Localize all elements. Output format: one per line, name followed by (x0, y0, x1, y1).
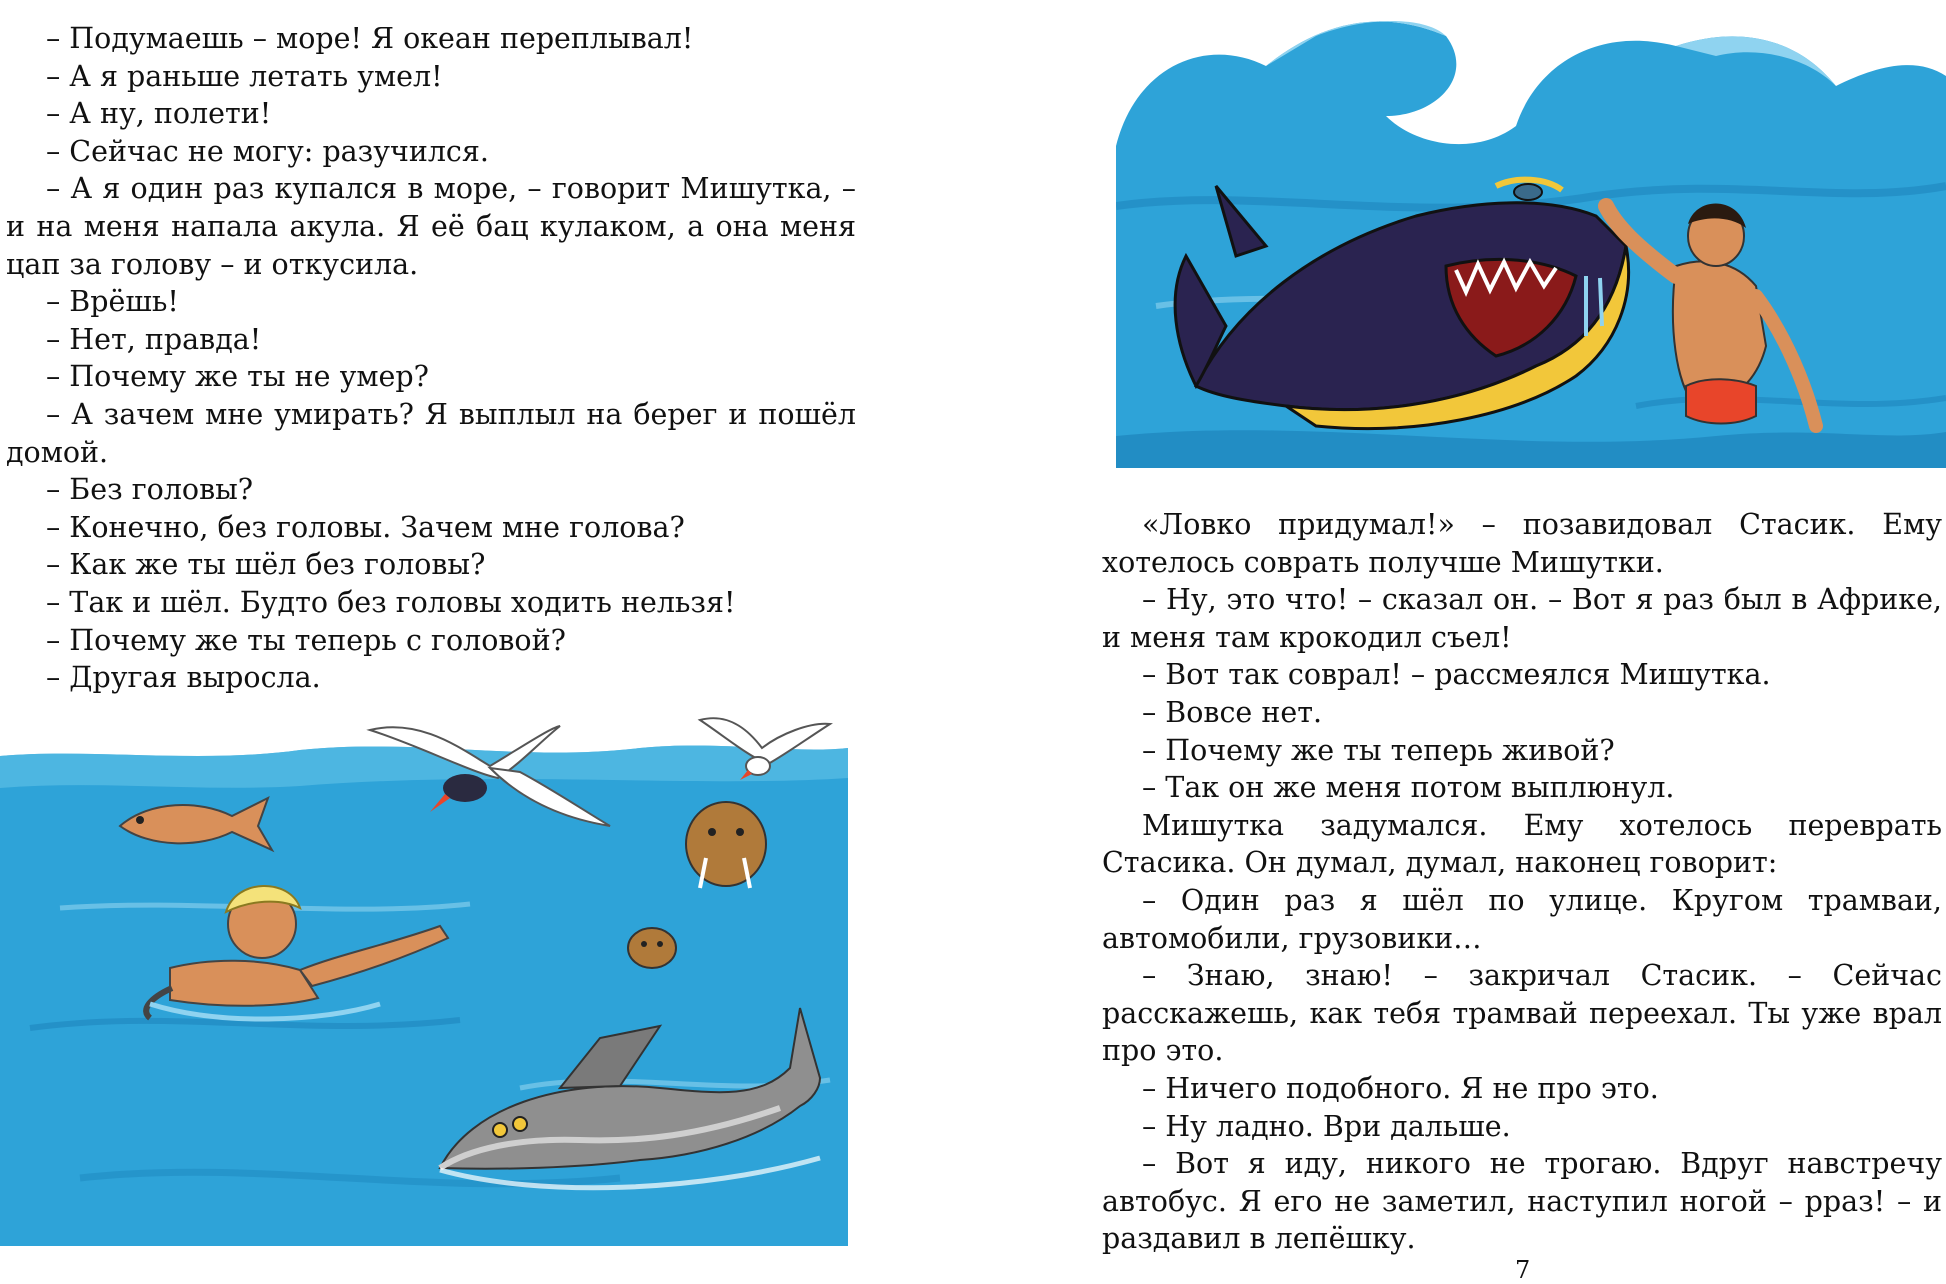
paragraph: – Как же ты шёл без головы? (46, 548, 486, 582)
paragraph: – Конечно, без головы. Зачем мне голова? (46, 510, 685, 544)
paragraph: – Подумаешь – море! Я океан переплывал! (46, 22, 694, 55)
paragraph: – Без головы? (46, 473, 254, 507)
paragraph: – Другая выросла. (46, 661, 321, 695)
seal-icon (628, 928, 676, 968)
paragraph: – Почему же ты теперь с головой? (46, 623, 566, 657)
paragraph: – Вот я иду, никого не трогаю. Вдруг навстречу автобус. Я его не заметил, наступил ногой – рраз! – и раздавил в лепёшку. (1102, 1147, 1942, 1256)
paragraph: – Так и шёл. Будто без головы ходить нельзя! (46, 585, 736, 619)
left-page-text (6, 20, 856, 697)
paragraph: – Сейчас не могу: разучился. (46, 134, 489, 168)
paragraph: – Нет, правда! (46, 322, 262, 356)
paragraph: – Ну, это что! – сказал он. – Вот я раз был в Африке, и меня там крокодил съел! (1102, 583, 1942, 654)
paragraph: – Вот так соврал! – рассмеялся Мишутка. (1142, 658, 1771, 692)
shark-scene-image (1116, 6, 1946, 468)
paragraph: – Почему же ты теперь живой? (1142, 733, 1615, 767)
right-page-text (1102, 506, 1942, 1258)
paragraph: – А ну, полети! (46, 97, 272, 131)
paragraph: – А я раньше летать умел! (46, 59, 443, 93)
paragraph: – А зачем мне умирать? Я выплыл на берег и пошёл домой. (6, 397, 856, 469)
sea-scene-image (0, 708, 848, 1246)
paragraph: – Вовсе нет. (1142, 695, 1323, 729)
paragraph: – Ну ладно. Ври дальше. (1142, 1109, 1511, 1143)
paragraph: – Ничего подобного. Я не про это. (1142, 1071, 1659, 1105)
page-number: 7 (1515, 1256, 1531, 1284)
shark-illustration (1116, 6, 1946, 468)
sea-illustration (0, 708, 848, 1246)
walrus-icon (686, 802, 766, 888)
paragraph: – А я один раз купался в море, – говорит Мишутка, – и на меня напала акула. Я её бац кулаком, а она меня цап за голову – и откусила. (6, 172, 856, 281)
paragraph: «Ловко придумал!» – позавидовал Стасик. Ему хотелось соврать получше Мишутки. (1102, 508, 1942, 579)
paragraph: Мишутка задумался. Ему хотелось переврать Стасика. Он думал, думал, наконец говорит: (1102, 808, 1942, 880)
paragraph: – Один раз я шёл по улице. Кругом трамваи, автомобили, грузовики… (1102, 883, 1942, 955)
paragraph: – Врёшь! (46, 285, 179, 319)
paragraph: – Почему же ты не умер? (46, 360, 429, 394)
paragraph: – Так он же меня потом выплюнул. (1142, 771, 1675, 805)
paragraph: – Знаю, знаю! – закричал Стасик. – Сейчас расскажешь, как тебя трамвай переехал. Ты уже врал про это. (1102, 959, 1942, 1068)
